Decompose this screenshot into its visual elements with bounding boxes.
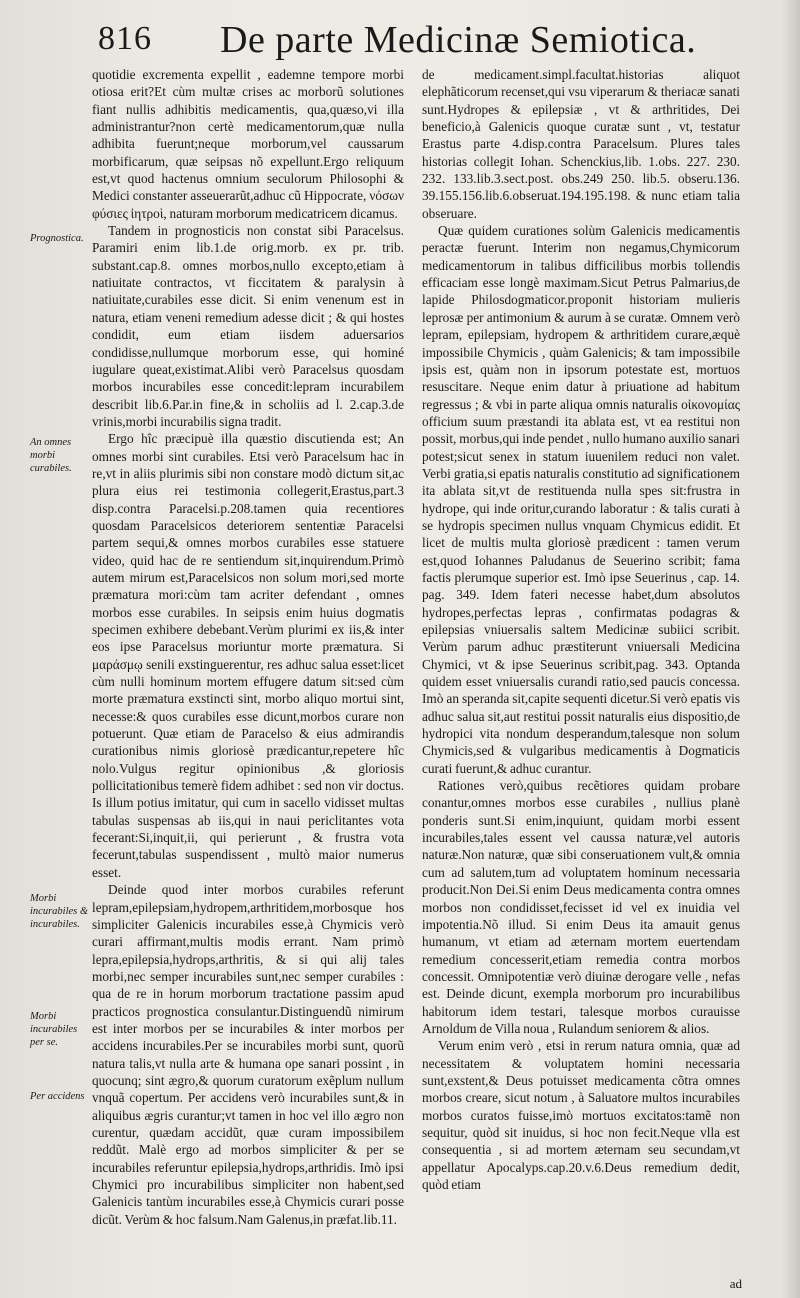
margin-note-per-accidens: Per accidens (30, 1091, 85, 1102)
paragraph: Deinde quod inter morbos curabiles referunt lepram,epilepsiam,hydropem,arthritidem,morbosque hos simpliciter Galenicis incurabiles esse,à Chymicis verò curari affirmant,multis modis errant. Nam primò lepra,epilepsia,hydrops,arthritis, & si qui alij tales morbi,nec semper incurabiles sunt,nec semper curabiles : qua de re in horum morborum tractatione passim apud practicos prognostica consulantur.Distinguendũ nimirum est inter morbos per se incurabiles & inter morbos per accidens incurabiles.Per se incurabiles morbi sunt, quorũ natura talis,vt nulla arte & humana ope sanari possint , in quocunq; sint ægro,& quorum curatorum exẽplum nullum vnquã copertum. Per accidens verò incurabiles sunt,& in aliquibus ægris curantur;vt tamen in hoc vel illo ægro non curentur, quædam accidũt, quæ curam impossibilem reddũt. Malè ergo ad morbos simpliciter & per se incurabiles referuntur epilepsia,hydrops,arthridis. Imò ipsi Chymici pro incurabilibus simpliciter non habent,sed Galenicis tantùm incurabiles esse,à Chymicis curari posse dicũt. Verùm & hoc falsum.Nam Galenus,in præfat.lib.11. (92, 882, 404, 1227)
paragraph: Quæ quidem curationes solùm Galenicis medicamentis peractæ fuerunt. Interim non negamus,Chymicorum medicamentorum in talibus difficilibus morbis tollendis efficaciam esse longè maximam.Sicut Petrus Palmarius,de lapide Philosdogmaticor.proponit historiam mulieris leprosæ per antimonium & aurum à se curatæ. Omnem verò lepram, epilepsiam, hydropem & arthritidem curare,æquè impossibile Chymicis , quàm Galenicis; & tam impossibile ipsis est, quàm non in ipsorum potestate est, mortuos resuscitare. Neque enim datur à priuatione ad habitum regressus ; & vbi in parte aliqua omnis naturalis οἰκονομίας officium suum præstandi ita ablata est, vt ea restitui non possit, morbus,qui inde pendet , nullo humano auxilio sanari potest;sicut senex in statum iuuenilem reduci non valet. Verbi gratia,si epatis naturalis constitutio ad significationem ita ablata sit,vt de restituenda nulla spes sit:frustra in hydrope, qui inde oritur,curando laboratur : & talis curati à se hydropis specimen nullus vnquam Chymicus edidit. Et licet de multis multa gloriosè prædicent : tamen verum est,quod Iohannes Paludanus de Seuerino scribit; fama factis plerumque superior est. Imò ipse Seuerinus , cap. 14. pag. 349. Idem fateri necesse habet,dum absolutos hydropes,perfectas lepras , confirmatas podagras & epilepsias vniuersalis saltem Medicinæ subiici scribit. Verùm parum adhuc præstiterunt vniuersali Medicina Chymici, vt & ipse Seuerinus scribit,pag. 343. Optanda quidem esset vniuersalis curandi ratio,sed paucis concessa. Imò an speranda sit,capite sequenti dicetur.Si verò epatis vis adhuc salua sit,aut restitui possit naturalis eius dispositio,de hydropici vita nondum desperandum,talesque non solum Chymicis,sed & vulgaribus medicamentis à Dogmaticis curati fuerunt,& adhuc curantur. (422, 223, 740, 776)
margin-note-prognostica: Prognostica. (30, 233, 84, 244)
paragraph: Rationes verò,quibus recẽtiores quidam probare conantur,omnes morbos esse curabiles , nullius planè ponderis sunt.Si enim,inquiunt, quidam morbi essent incurabiles,tales essent vel caussa naturæ,vel autoris naturæ.Non naturæ, quæ sibi conseruationem vult,& omnia cum ad salutem,tum ad voluptatem hominum necessaria producit.Non Dei.Si enim Deus medicamenta contra omnes morbos non condidisset,fecisset id vel ex inuidia vel impotentia.Nõ illud. Si enim Deus ita amauit genus humanum, vt etiam ad æternam mortem euertendam remedium concesserit,etiam remedia contra morbos concessit. Omnipotentiæ verò diuinæ derogare velle , nefas est. Deinde dicunt, exempla morborum pro incurabilibus habitorum idem testari, talesque morbos curauisse Arnoldum de Villa noua , Rulandum seniorem & alios. (422, 778, 740, 1036)
margin-note-morbi-incurabiles-per-se: Morbi incurabiles per se. (30, 1011, 78, 1048)
running-title: De parte Medicinæ Semiotica. (220, 19, 697, 61)
page-edge-shadow (782, 0, 800, 1298)
margin-note-an-omnes-morbi-curabiles: An omnes morbi curabiles. (30, 437, 72, 474)
right-text-column (422, 66, 740, 1193)
left-text-column (92, 66, 404, 1228)
catchword: ad (729, 1276, 742, 1291)
paragraph: Verum enim verò , etsi in rerum natura omnia, quæ ad necessitatem & voluptatem homini necessaria sunt,exstent,& Deus potuisset medicamenta cõtra omnes morbos creare, sicut notum , à Saluatore multos incurabiles morbos curatos fuisse,imò mortuos excitatos:tamẽ non sequitur, quòd sit inuidus, si hoc non fecit.Neque vlla est consequentia , si ad mortem æternam seu secundam,vt appellatur Apocalyps.cap.20.v.6.Deus remedium dedit, quòd etiam (422, 1038, 740, 1192)
page-number: 816 (98, 20, 152, 57)
page-header (70, 18, 750, 68)
paragraph: de medicament.simpl.facultat.historias aliquot elephãticorum recenset,qui vsu viperarum & theriacæ sanati sunt.Hydropes & epilepsiæ , vt & arthritides, Dei beneficio,à Galenicis quoque curatæ sunt , vt, testatur Erastus parte 4.disp.contra Paracelsum. Plures tales historias collegit Iohan. Schenckius,lib. 1.obs. 227. 230. 232. 133.lib.3.sect.post. obs.249 250. lib.5. obseru.136. 39.155.156.lib.6.obseruat.194.195.198. & nunc etiam talia obseruare. (422, 67, 740, 221)
paragraph: Ergo hîc præcipuè illa quæstio discutienda est; An omnes morbi sint curabiles. Etsi verò Paracelsum hac in re,vt in aliis plurimis sibi non constare modò dictum sit,ac plura eius rei testimonia collegerit,Erastus,part.3 disp.contra Paracelsi.p.208.tamen quia recentiores quosdam Paracelsicos deteriorem sententiæ Paracelsi partem sequi,& omnes morbos curabiles esse statuere video, quid hac de re sentiendum sit,inquirendum.Primò autem mirum est,Paracelsicos non solum mori,sed morte præmatura mori:cùm tam acriter defendant , omnes morbos esse curabiles. In seipsis enim huius dogmatis specimen exhibere debebant.Verùm plurimi ex iis,& inter eos ipse Paracelsus moriuntur morte præmatura. Si μαράσμῳ senili exstinguerentur, res adhuc salua esset:licet cùm nulli hominum mortem effugere datum sit:sed cùm morte præmatura exstincti sint, morbo aliquo mortui sint, necesse:& quos curabiles esse dicunt,morbos curare non potuerunt. Quæ etiam de Paracelso & eius admirandis curationibus nimis gloriosè prædicantur,repetere hîc nolo.Vulgus regitur opinionibus ,& gloriosis pollicitationibus temerè fidem adhibet : sed non vir doctus. Is illum potius imitatur, qui cum in sacello vidisset multas tabulas suspensas ab iis,qui in naui periclitantes vota fecerant:Si,inquit,ii, qui perierunt , & frustra vota fecerunt,tabulas suspendissent , multò maior numerus esset. (92, 431, 404, 880)
paragraph: quotidie excrementa expellit , eademne tempore morbi otiosa erit?Et cùm multæ crises ac morborũ solutiones fiant nullis adhibitis medicamentis, qua,quæso,vi illa administrantur?non certè medicamentorum,quæ nulla adhibita fuerunt;neque morborum,vel caussarum morbificarum, quæ seipsas nõ expellunt.Ergo reliquum est,vt quod hactenus omnium seculorum Philosophi & Medici constanter asseuerarũt,adhuc cũ Hippocrate, νόσων φύσιες ἰητροὶ, naturam morborum medicatricem dicamus. (92, 67, 404, 221)
paragraph: Tandem in prognosticis non constat sibi Paracelsus. Paramiri enim lib.1.de orig.morb. ex pr. trib. substant.cap.8. omnes morbos,nullo excepto,etiam à natiuitate contractos, vt ficcitatem & paralysin à natiuitate,curabiles esse dicit. Si enim venenum est in natura, etiam veneni remedium adesse dicit ; & qui hostes condidit, eum etiam iisdem aduersarios condidisse,nullumque morborum esse, qui hominé iugulare queat,existimat.Alibi verò Paracelsus quosdam morbos incurabiles esse concedit:lepram incurabilem describit lib.6.Par.in fine,& in scholiis ad l. 2.cap.3.de vrinis,morbi incurabilis signa tradit. (92, 223, 404, 429)
marginalia (0, 0, 90, 1298)
margin-note-morbi-incurabiles-et-curabiles: Morbi incurabiles & incurabiles. (30, 893, 89, 930)
